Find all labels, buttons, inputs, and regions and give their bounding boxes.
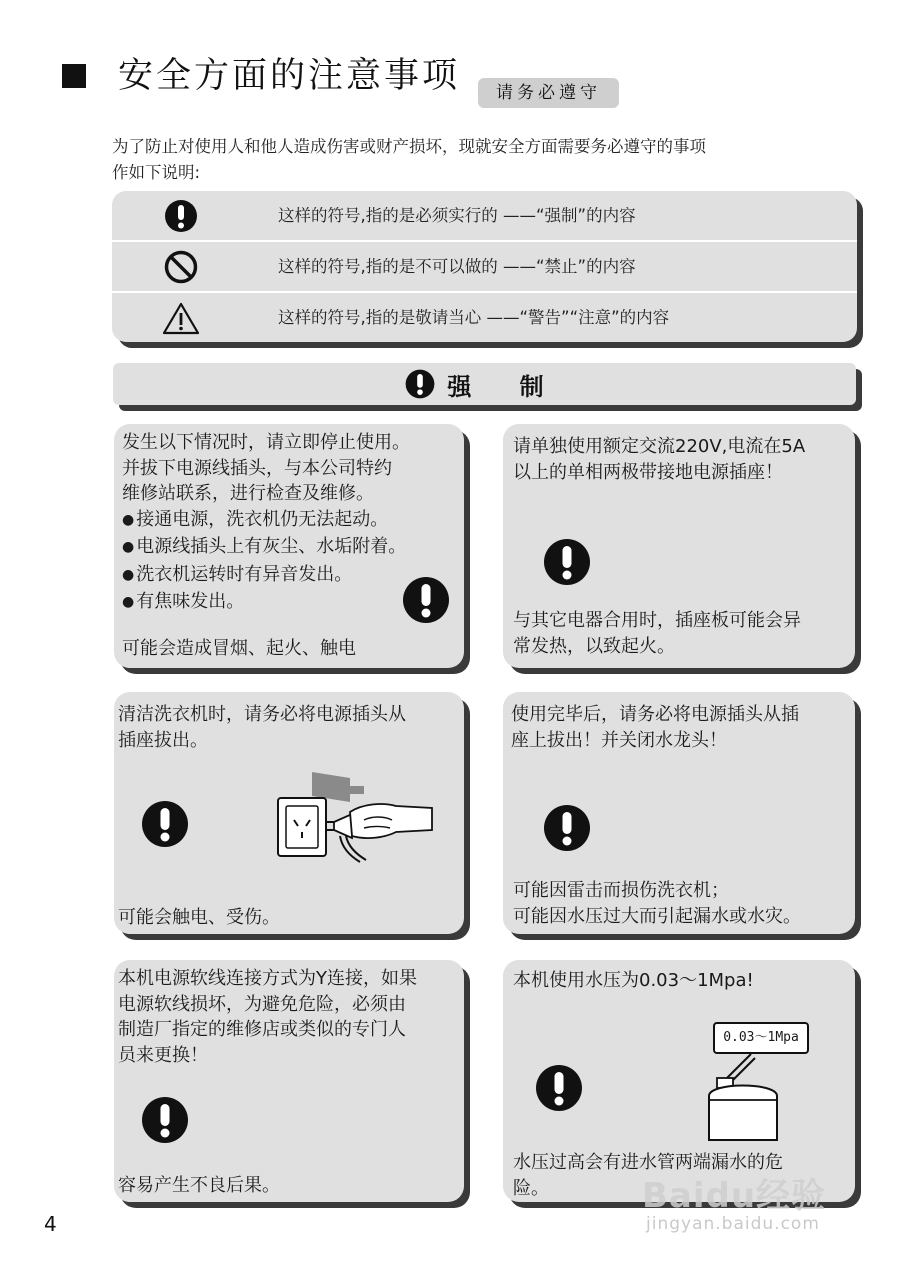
symbol-legend [112,191,857,342]
card-line: 以上的单相两极带接地电源插座！ [513,461,783,483]
washer-inlet-illustration [703,1052,783,1142]
mandatory-icon [535,1064,583,1112]
title-badge: 请务必遵守 [478,78,619,108]
card-line: 座上拔出！并关闭水龙头！ [511,729,727,751]
warning-triangle-icon [162,301,200,335]
card-line: 本机电源软线连接方式为Y连接，如果 [118,968,417,989]
card-result: 可能会触电、受伤。 [118,907,280,928]
card-line: 使用完毕后，请务必将电源插头从插 [511,704,799,725]
card-line: 清洁洗衣机时，请务必将电源插头从 [118,704,406,725]
card-power-cord [114,960,464,1202]
mandatory-icon [543,538,591,586]
card-result: 容易产生不良后果。 [118,1175,280,1196]
page-title: 安全方面的注意事项 [118,56,461,96]
legend-text-mandatory: 这样的符号,指的是必须实行的 ——“强制”的内容 [278,206,636,225]
unplug-illustration [272,764,442,864]
legend-row-mandatory [112,191,857,240]
card-line: 请单独使用额定交流220V,电流在5A [513,436,806,457]
card-unplug-after-use [503,692,855,934]
pressure-gauge-label: 0.03～1Mpa [713,1022,809,1054]
card-result-line: 水压过高会有进水管两端漏水的危 [513,1152,783,1173]
mandatory-icon [141,1096,189,1144]
legend-text-warning: 这样的符号,指的是敬请当心 ——“警告”“注意”的内容 [278,308,670,327]
page-number: 4 [44,1212,57,1236]
legend-row-warning [112,293,857,342]
card-line: 发生以下情况时，请立即停止使用。 [122,432,410,453]
card-line: 并拔下电源线插头，与本公司特约 [122,457,392,479]
card-dedicated-socket [503,424,855,668]
legend-row-prohibited [112,242,857,291]
bullet-item: ● 电源线插头上有灰尘、水垢附着。 [122,534,464,562]
intro-line-2: 作如下说明: [112,163,201,182]
card-result-line: 险。 [513,1177,549,1199]
card-line: 电源软线损坏，为避免危险，必须由 [118,993,406,1015]
intro-paragraph [112,134,832,186]
watermark-logo: Baidu经验 [642,1176,827,1216]
mandatory-icon [543,804,591,852]
card-result-line: 可能因雷击而损伤洗衣机； [513,880,729,901]
section-title: 强 制 [447,372,564,401]
card-result: 可能会造成冒烟、起火、触电 [122,638,356,659]
card-line: 插座拔出。 [118,729,208,751]
prohibited-icon [162,250,200,284]
mandatory-icon [405,369,435,399]
card-result-line: 与其它电器合用时，插座板可能会异 [513,610,801,631]
legend-text-prohibited: 这样的符号,指的是不可以做的 ——“禁止”的内容 [278,257,636,276]
card-line: 制造厂指定的维修店或类似的专门人 [118,1019,406,1040]
card-stop-use [114,424,464,668]
watermark-url: jingyan.baidu.com [646,1214,820,1234]
mandatory-icon [141,800,189,848]
mandatory-icon [162,199,200,233]
bullet-item: ● 有焦味发出。 [122,589,464,617]
mandatory-icon [402,576,450,624]
bullet-item: ● 接通电源，洗衣机仍无法起动。 [122,507,464,535]
bullet-item: ● 洗衣机运转时有异音发出。 [122,562,464,590]
card-water-pressure [503,960,855,1202]
card-result-line: 常发热，以致起火。 [513,635,675,657]
section-bar-mandatory [113,363,856,405]
card-result-line: 可能因水压过大而引起漏水或水灾。 [513,905,801,927]
title-bullet-square [62,64,86,88]
card-line: 维修站联系，进行检查及维修。 [122,483,374,504]
card-unplug-cleaning [114,692,464,934]
intro-line-1: 为了防止对使用人和他人造成伤害或财产损坏，现就安全方面需要务必遵守的事项 [112,137,706,156]
card-line: 本机使用水压为0.03～1Mpa! [513,970,754,991]
card-line: 员来更换！ [118,1044,208,1066]
